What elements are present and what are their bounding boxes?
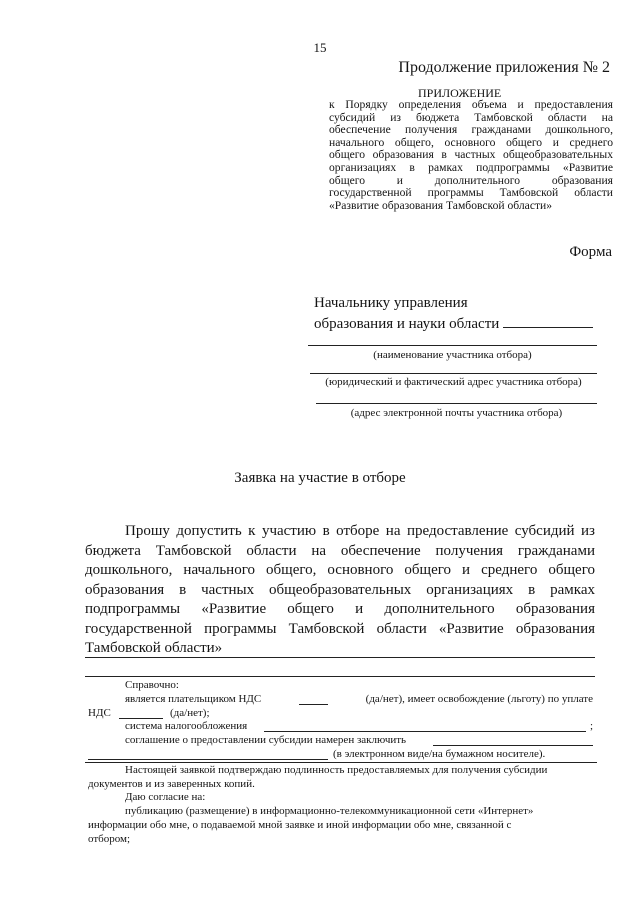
- addressee-blank-field[interactable]: [503, 313, 593, 328]
- request-paragraph: [85, 522, 595, 659]
- agreement-field-1[interactable]: [433, 734, 593, 746]
- request-line: Прошу допустить к участию в отборе на предоставление субсидий из: [125, 523, 595, 539]
- appendix-title: ПРИЛОЖЕНИЕ: [418, 86, 502, 100]
- participant-name-line[interactable]: [308, 345, 597, 346]
- tax-system-end: ;: [590, 720, 594, 732]
- participant-address-caption: (юридический и фактический адрес участника отбора): [325, 376, 582, 388]
- consent-label: Даю согласие на:: [125, 791, 206, 803]
- request-line: бюджета Тамбовской области на обеспечение получения гражданами: [85, 542, 595, 559]
- vat-payer-field[interactable]: [299, 693, 328, 705]
- addressee-line-2-text: образования и науки области: [314, 316, 500, 332]
- consent-line-2: информации обо мне, о подаваемой мной заявке и иной информации обо мне, связанной с: [88, 819, 512, 831]
- request-line: дошкольного, начального общего, основного общего и среднего общего: [85, 562, 595, 578]
- participant-name-caption: (наименование участника отбора): [373, 349, 532, 361]
- addressee-block: [314, 294, 593, 334]
- request-line: Тамбовской области»: [85, 640, 223, 656]
- reference-label: Справочно:: [125, 679, 179, 691]
- appendix-line: обеспечение получения гражданами дошкольного,: [329, 123, 613, 137]
- vat-payer-hint: (да/нет), имеет освобождение (льготу) по уплате: [365, 693, 593, 705]
- addressee-line-2: [314, 313, 593, 334]
- form-label: Форма: [569, 244, 612, 260]
- participant-address-line[interactable]: [310, 373, 597, 374]
- appendix-line: к Порядку определения объема и предоставления: [329, 98, 613, 111]
- agreement-label: соглашение о предоставлении субсидии намерен заключить: [125, 734, 407, 746]
- addressee-line-1: Начальнику управления: [314, 295, 468, 311]
- request-fill-line[interactable]: [85, 657, 595, 658]
- appendix-continuation: Продолжение приложения № 2: [398, 59, 610, 76]
- participant-email-line[interactable]: [316, 403, 597, 404]
- appendix-line: общего образования в частных общеобразовательных: [329, 148, 613, 162]
- appendix-line: начального общего, основного общего и среднего: [329, 135, 613, 149]
- agreement-field-2[interactable]: [88, 748, 328, 760]
- appendix-line: «Развитие образования Тамбовской области»: [329, 198, 553, 212]
- participant-email-caption: (адрес электронной почты участника отбора): [350, 407, 563, 419]
- page-number: 15: [313, 40, 327, 55]
- agreement-hint: (в электронном виде/на бумажном носителе).: [333, 748, 546, 760]
- section-divider: [85, 762, 597, 763]
- vat-word: НДС: [88, 707, 111, 719]
- appendix-line: государственной программы Тамбовской области: [329, 186, 613, 200]
- appendix-reference: [329, 99, 613, 212]
- vat-payer-label: является плательщиком НДС: [125, 693, 262, 705]
- consent-line-3: отбором;: [88, 833, 131, 845]
- document-title: Заявка на участие в отборе: [234, 470, 406, 486]
- consent-line-1: публикацию (размещение) в информационно-телекоммуникационной сети «Интернет»: [125, 805, 534, 817]
- tax-system-field[interactable]: [264, 720, 586, 732]
- vat-exempt-hint: (да/нет);: [170, 707, 210, 719]
- confirm-line-1: Настоящей заявкой подтверждаю подлинность предоставляемых для получения субсидии: [125, 764, 548, 776]
- request-line: образования в частных общеобразовательных организациях в рамках: [85, 581, 595, 598]
- vat-exempt-field[interactable]: [119, 707, 163, 719]
- confirm-line-2: документов и из заверенных копий.: [88, 778, 255, 790]
- appendix-line: субсидий из бюджета Тамбовской области на: [329, 110, 613, 124]
- request-line: государственной программы Тамбовской области «Развитие образования: [85, 620, 595, 637]
- appendix-line: общего и дополнительного образования: [329, 173, 613, 187]
- tax-system-label: система налогообложения: [125, 720, 248, 732]
- appendix-line: организациях в рамках подпрограммы «Развитие: [329, 160, 613, 174]
- request-line: подпрограммы «Развитие общего и дополнительного образования: [85, 601, 595, 617]
- request-fill-line[interactable]: [85, 676, 595, 677]
